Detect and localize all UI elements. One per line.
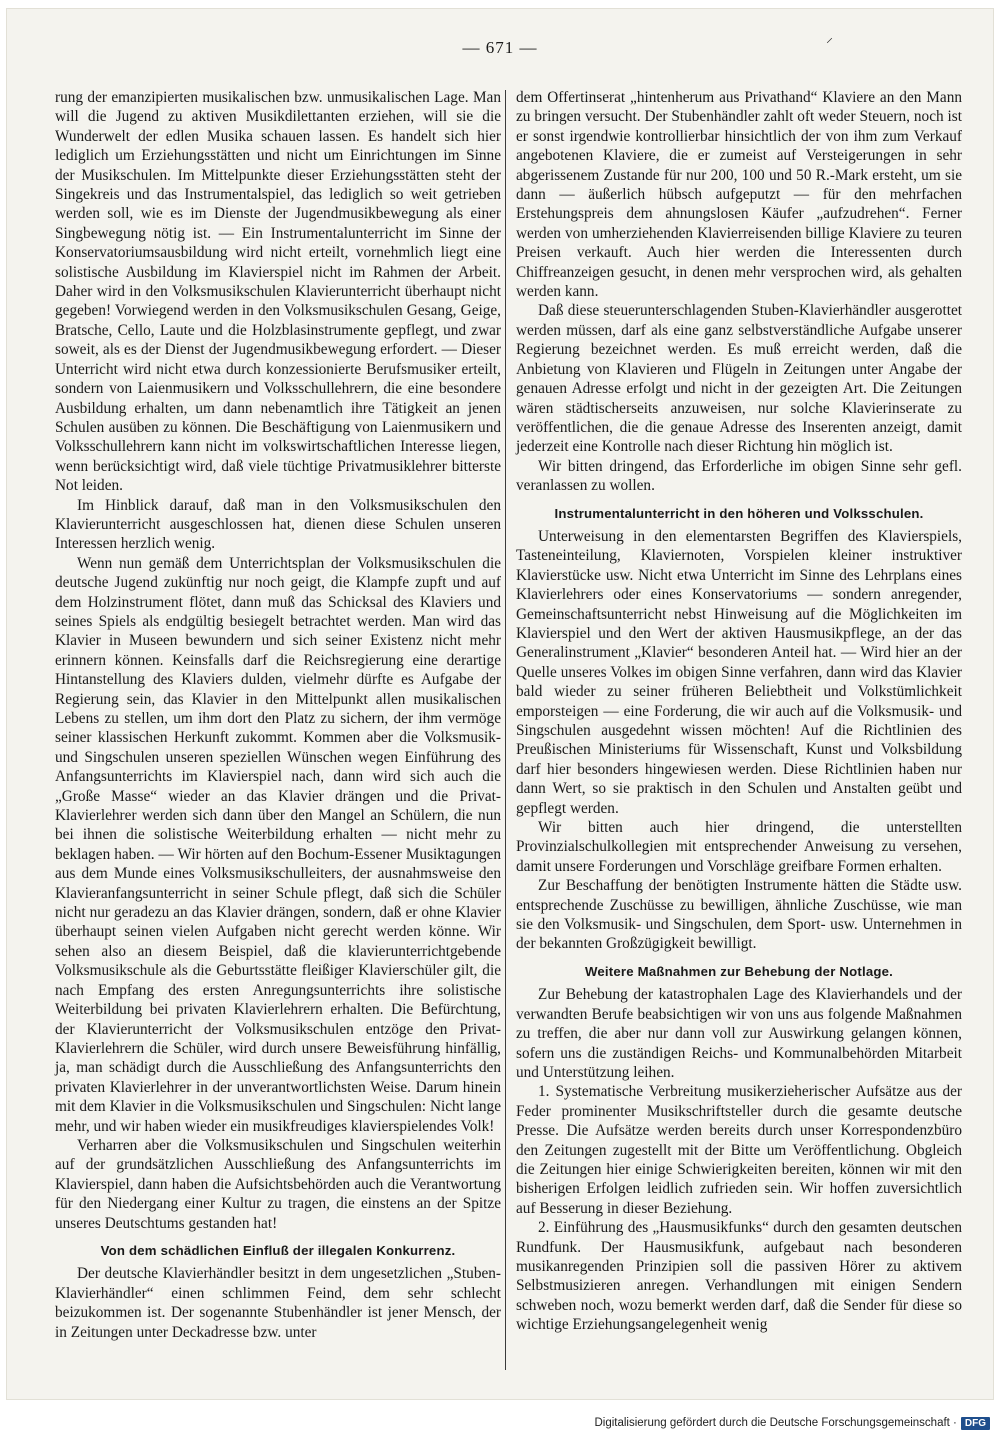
- paragraph: Zur Behebung der katastrophalen Lage des Klavierhandels und der verwandten Berufe beabsichtigen wir von uns aus folgende Maßnahmen zu treffen, die aber nur dann voll zur Auswirkung gelangen können, sofern uns die zuständigen Reichs- und Kommunalbehörden Mitarbeit und Unterstützung leihen.: [516, 986, 962, 1081]
- pencil-mark: ⸝: [826, 31, 833, 46]
- paragraph: Zur Beschaffung der benötigten Instrumente hätten die Städte usw. entsprechende Zuschüsse zu bewilligen, ähnliche Zuschüsse, wie man sie den Volksmusik- und Singschulen, dem Sport- usw. Unternehmen in der bekannten Großzügigkeit bewilligt.: [516, 877, 962, 953]
- paragraph: Der deutsche Klavierhändler besitzt in dem ungesetzlichen „Stuben-Klavierhändler“ einen schlimmen Feind, dem sehr schlecht beizukommen ist. Der sogenannte Stubenhändler ist jener Mensch, der in Zeitungen unter Deckadresse bzw. unter: [55, 1265, 501, 1341]
- paragraph: dem Offertinserat „hintenherum aus Privathand“ Klaviere an den Mann zu bringen versucht. Der Stubenhändler zahlt oft weder Steuern, noch ist er sonst irgendwie kontrollierbar hinsichtlich der von ihm zum Verkauf angebotenen Klaviere, die er zumeist auf Versteigerungen in sehr abgerissenem Zustande für nur 200, 100 und 50 R.-Mark ersteht, um sie dann — äußerlich hübsch aufgeputzt — für den mehrfachen Erstehungspreis dem ahnungslosen Käufer „aufzudrehen“. Ferner werden von umherziehenden Klavierreisenden billige Klaviere zu teuren Preisen verkauft. Auch hier werden die Interessenten durch Chiffreanzeigen gesucht, in denen mehr versprochen wird, als gehalten werden kann.: [516, 89, 962, 301]
- right-column: [516, 88, 962, 1335]
- paragraph: Daß diese steuerunterschlagenden Stuben-Klavierhändler ausgerottet werden müssen, darf als eine ganz selbstverständliche Aufgabe unserer Regierung bezeichnet werden. Es muß erreicht werden, daß die Anbietung von Klavieren und Flügeln in Zeitungen unter Angabe der genauen Adresse erfolgt und nicht in der gezeigten Art. Die Zeitungen wären städtischerseits anzuweisen, nur solche Klavierinserate zu veröffentlichen, die die genaue Adresse des Inserenten anzeigt, damit jederzeit eine Kontrolle nach dieser Richtung hin möglich ist.: [516, 302, 962, 456]
- column-divider: [505, 90, 506, 1370]
- section-heading: Weitere Maßnahmen zur Behebung der Notlage.: [584, 963, 894, 979]
- digitization-credit: [594, 1415, 990, 1431]
- paragraph: 2. Einführung des „Hausmusikfunks“ durch den gesamten deutschen Rundfunk. Der Hausmusikfunk, aufgebaut nach besonderen musikanregenden Prinzipien soll die passiven Hörer zu aktivem Selbstmusizieren anregen. Verhandlungen mit einigen Sendern schweben noch, wozu bemerkt werden darf, daß die Sender für diese so wichtige Erziehungsangelegenheit wenig: [516, 1219, 962, 1334]
- left-column: [55, 88, 501, 1342]
- paragraph: Wir bitten dringend, das Erforderliche im obigen Sinne sehr gefl. veranlassen zu wollen.: [516, 457, 962, 495]
- paragraph: 1. Systematische Verbreitung musikerzieherischer Aufsätze aus der Feder prominenter Musikschriftsteller durch die gesamte deutsche Presse. Die Aufsätze werden bereits durch unser Korrespondenzbüro den Zeitungen zugestellt mit der Bitte um Veröffentlichung. Obgleich die Zeitungen hier einige Schwierigkeiten bereiten, können wir mit den bisherigen Erfolgen leidlich zufrieden sein. Wir hoffen zuversichtlich auf Besserung in dieser Beziehung.: [516, 1083, 962, 1217]
- section-heading: Instrumentalunterricht in den höheren und Volksschulen.: [554, 505, 924, 521]
- dfg-logo: DFG: [961, 1417, 990, 1430]
- paragraph: Unterweisung in den elementarsten Begriffen des Klavierspiels, Tasteneinteilung, Klaviernoten, Vorspielen kleiner instruktiver Klavierstücke usw. Nicht etwa Unterricht im Sinne des Lehrplans eines Klavierlehrers oder eines Konservatoriums — sondern anregender, Gemeinschaftsunterricht nebst Hinweisung auf die Möglichkeiten im Klavierspiel und den Wert der aktiven Hausmusikpflege, an der das Generalinstrument „Klavier“ besonderen Anteil hat. — Wird hier an der Quelle unseres Volkes im obigen Sinne verfahren, dann wird das Klavier bald wieder zu seiner früheren Beliebtheit und Volkstümlichkeit emporsteigen — eine Forderung, die wir auch auf die Volksmusik- und Singschulen ausgedehnt wissen möchten! Auf die Richtlinien des Preußischen Ministeriums für Wissenschaft, Kunst und Volksbildung darf hier besonders hingewiesen werden. Diese Richtlinien haben nur dann Wert, so sie praktisch in den Schulen und Anstalten geübt und gepflegt werden.: [516, 527, 962, 817]
- paragraph: Wir bitten auch hier dringend, die unterstellten Provinzialschulkollegien mit entsprechender Anweisung zu versehen, damit unsere Forderungen und Vorschläge greifbare Formen erhalten.: [516, 819, 962, 875]
- paragraph: Im Hinblick darauf, daß man in den Volksmusikschulen den Klavierunterricht ausgeschlossen hat, dienen diese Schulen unseren Interessen herzlich wenig.: [55, 496, 501, 553]
- section-heading: Von dem schädlichen Einfluß der illegalen Konkurrenz.: [100, 1242, 456, 1258]
- paragraph: Verharren aber die Volksmusikschulen und Singschulen weiterhin auf der grundsätzlichen Ausschließung des Anfangsunterrichts im Klavierspiel, dann haben die Aufsichtsbehörden auch die Verantwortung für den Niedergang einer Kultur zu tragen, die einstens an der Spitze unseres Deutschtums gestanden hat!: [55, 1136, 501, 1232]
- page-number: — 671 —: [462, 38, 538, 57]
- paragraph: Wenn nun gemäß dem Unterrichtsplan der Volksmusikschulen die deutsche Jugend zukünftig nur noch geigt, die Klampfe zupft und auf dem Holzinstrument flötet, dann muß das Schicksal des Klaviers und seines Spiels als endgültig besiegelt betrachtet werden. Man wird das Klavier in Museen bewundern und sich seiner Existenz nicht mehr erinnern können. Keinsfalls darf die Reichsregierung eine derartige Hintanstellung des Klaviers dulden, vielmehr dürfte es Aufgabe der Regierung sein, das Klavier in den Mittelpunkt allen musikalischen Lebens zu stellen, um ihm dort den Platz zu sichern, der ihm vermöge seiner klassischen Herkunft zukommt. Kommen aber die Volksmusik- und Singschulen unseren speziellen Wünschen wegen Einführung des Anfangsunterrichts im Klavierspiel nach, dann wird sich auch die „Große Masse“ wieder an das Klavier drängen und die Privat-Klavierlehrer werden sich dann über den Mangel an Schülern, die nun bei ihnen die solistische Weiterbildung erhalten — nicht mehr zu beklagen haben. — Wir hörten auf den Bochum-Essener Musiktagungen aus dem Munde eines Volksmusikschulleiters, der ausnahmsweise den Klavieranfangsunterricht in seiner Schule pflegt, daß sich die Schüler nicht nur geradezu an das Klavier drängen, sondern, daß er ohne Klavier überhaupt seinen vielen Aufgaben nicht gerecht werden könne. Wir sehen also an diesem Beispiel, daß die klavierunterrichtgebende Volksmusikschule als die Geburtsstätte fleißiger Klavierschüler gilt, die nach Empfang des ersten Anregungsunterrichts ihre solistische Weiterbildung bei privaten Klavierlehrern erhalten. Die Befürchtung, der Klavierunterricht der Volksmusikschulen entzöge den Privat-Klavierlehrern die Schüler, wird durch unsere Beweisführung hinfällig, ja, man schädigt durch die Ausschließung des Anfangsunterrichts den privaten Klavierlehrer in der unverantwortlichsten Weise. Darum hinein mit dem Klavier in die Volksmusikschulen und Singschulen: Nicht lange mehr, und wir haben wieder ein musikfreudiges klavierspielendes Volk!: [55, 554, 501, 1135]
- paragraph: rung der emanzipierten musikalischen bzw. unmusikalischen Lage. Man will die Jugend zu aktiven Musikdilettanten erziehen, will sie die Wunderwelt der edlen Musika schauen lassen. Es handelt sich hier lediglich um Erziehungsstätten und nicht um Einrichtungen im Sinne der Musikschulen. Im Mittelpunkte dieser Erziehungsstätten steht der Singekreis und das Instrumentalspiel, das lediglich so weit getrieben werden soll, wie es im Dienste der Jugendmusikbewegung als einer Singbewegung nötig ist. — Ein Instrumentalunterricht im Sinne der Konservatoriumsausbildung wird nicht erteilt, vornehmlich liegt eine solistische Ausbildung im Klavierspiel nicht im Rahmen der Arbeit. Daher wird in den Volksmusikschulen Klavierunterricht überhaupt nicht gegeben! Vorwiegend werden in den Volksmusikschulen Gesang, Geige, Bratsche, Cello, Laute und die Holzblasinstrumente gepflegt, und zwar soweit, als es der Dienst der Jugendmusikbewegung erfordert. — Dieser Unterricht wird nicht etwa durch konzessionierte Berufsmusiker erteilt, sondern von Laienmusikern und Volksschullehrern, die eine besondere Ausbildung erhalten, um dann nebenamtlich ihre Tätigkeit an jenen Schulen ausüben zu können. Die Beschäftigung von Laienmusikern und Volksschullehrern kann nicht im volkswirtschaftlichen Interesse liegen, wenn berücksichtigt wird, daß viele tüchtige Privatmusiklehrer bitterste Not leiden.: [55, 89, 501, 495]
- credit-text: Digitalisierung gefördert durch die Deutsche Forschungsgemeinschaft ·: [594, 1417, 957, 1429]
